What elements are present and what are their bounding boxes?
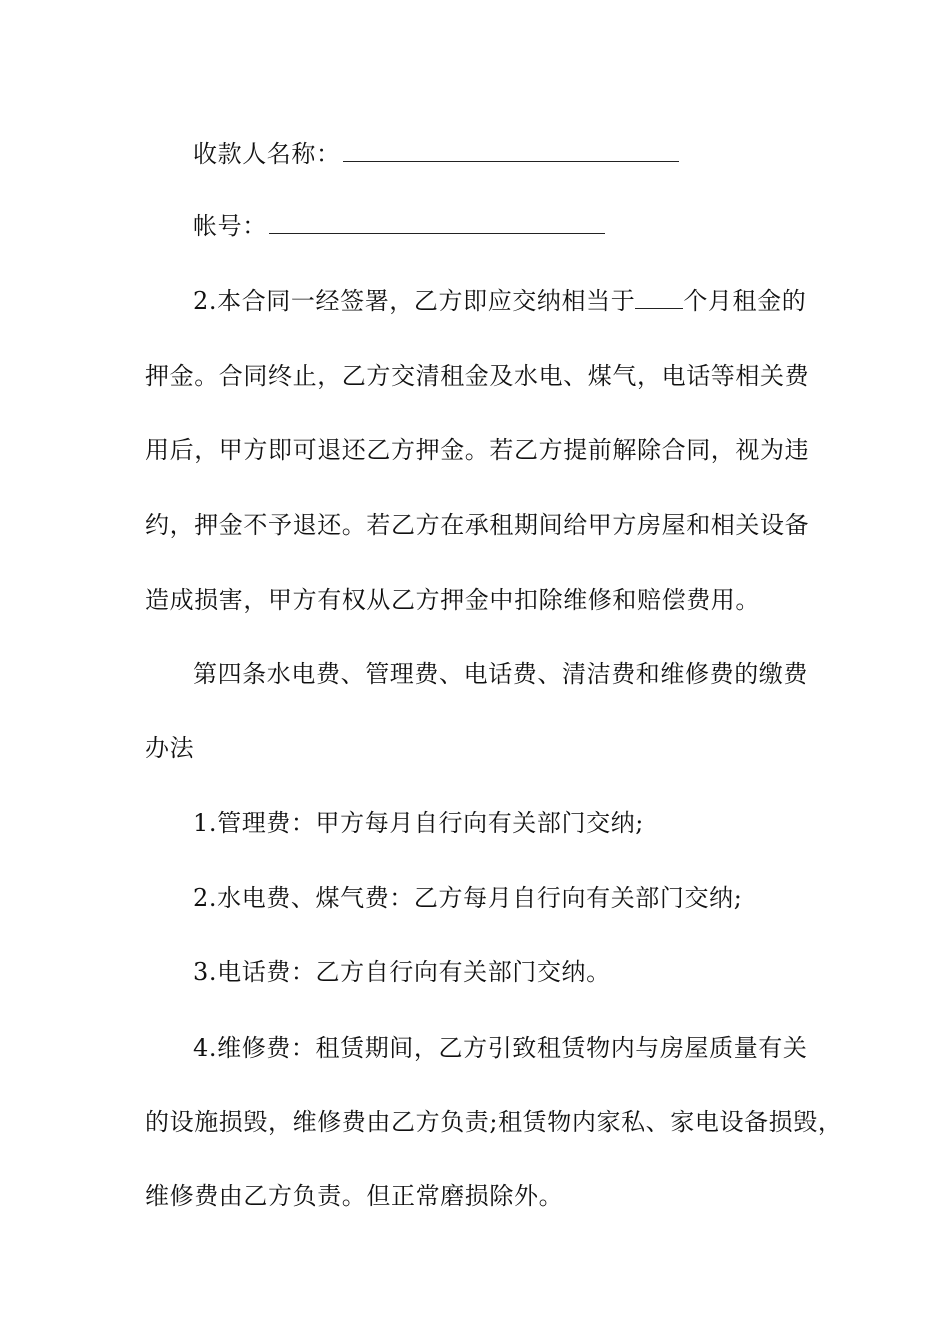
clause-2-prefix: 2.本合同一经签署，乙方即应交纳相当于 — [193, 287, 636, 315]
payee-line — [193, 139, 815, 169]
paragraph-line: 用后，甲方即可退还乙方押金。若乙方提前解除合同，视为违 — [145, 436, 810, 464]
account-line — [193, 211, 815, 241]
clause-2-line — [193, 286, 815, 316]
paragraph-line: 的设施损毁，维修费由乙方负责;租赁物内家私、家电设备损毁， — [145, 1108, 843, 1136]
clause-2-suffix: 个月租金的 — [683, 287, 807, 315]
account-blank — [269, 211, 605, 234]
list-item: 2.水电费、煤气费：乙方每月自行向有关部门交纳; — [193, 884, 743, 912]
deposit-months-blank — [635, 286, 683, 309]
list-item: 4.维修费：租赁期间，乙方引致租赁物内与房屋质量有关 — [193, 1034, 808, 1062]
payee-label: 收款人名称： — [193, 140, 341, 168]
paragraph-line: 造成损害，甲方有权从乙方押金中扣除维修和赔偿费用。 — [145, 586, 760, 614]
paragraph-line: 押金。合同终止，乙方交清租金及水电、煤气，电话等相关费 — [145, 362, 810, 390]
article-4-heading: 第四条水电费、管理费、电话费、清洁费和维修费的缴费 — [193, 660, 808, 688]
list-item: 3.电话费：乙方自行向有关部门交纳。 — [193, 958, 611, 986]
list-item: 1.管理费：甲方每月自行向有关部门交纳; — [193, 809, 644, 837]
payee-name-blank — [343, 139, 679, 162]
paragraph-line: 维修费由乙方负责。但正常磨损除外。 — [145, 1182, 564, 1210]
paragraph-line: 约，押金不予退还。若乙方在承租期间给甲方房屋和相关设备 — [145, 511, 810, 539]
account-label: 帐号： — [193, 212, 267, 240]
article-4-heading-cont: 办法 — [145, 734, 195, 762]
